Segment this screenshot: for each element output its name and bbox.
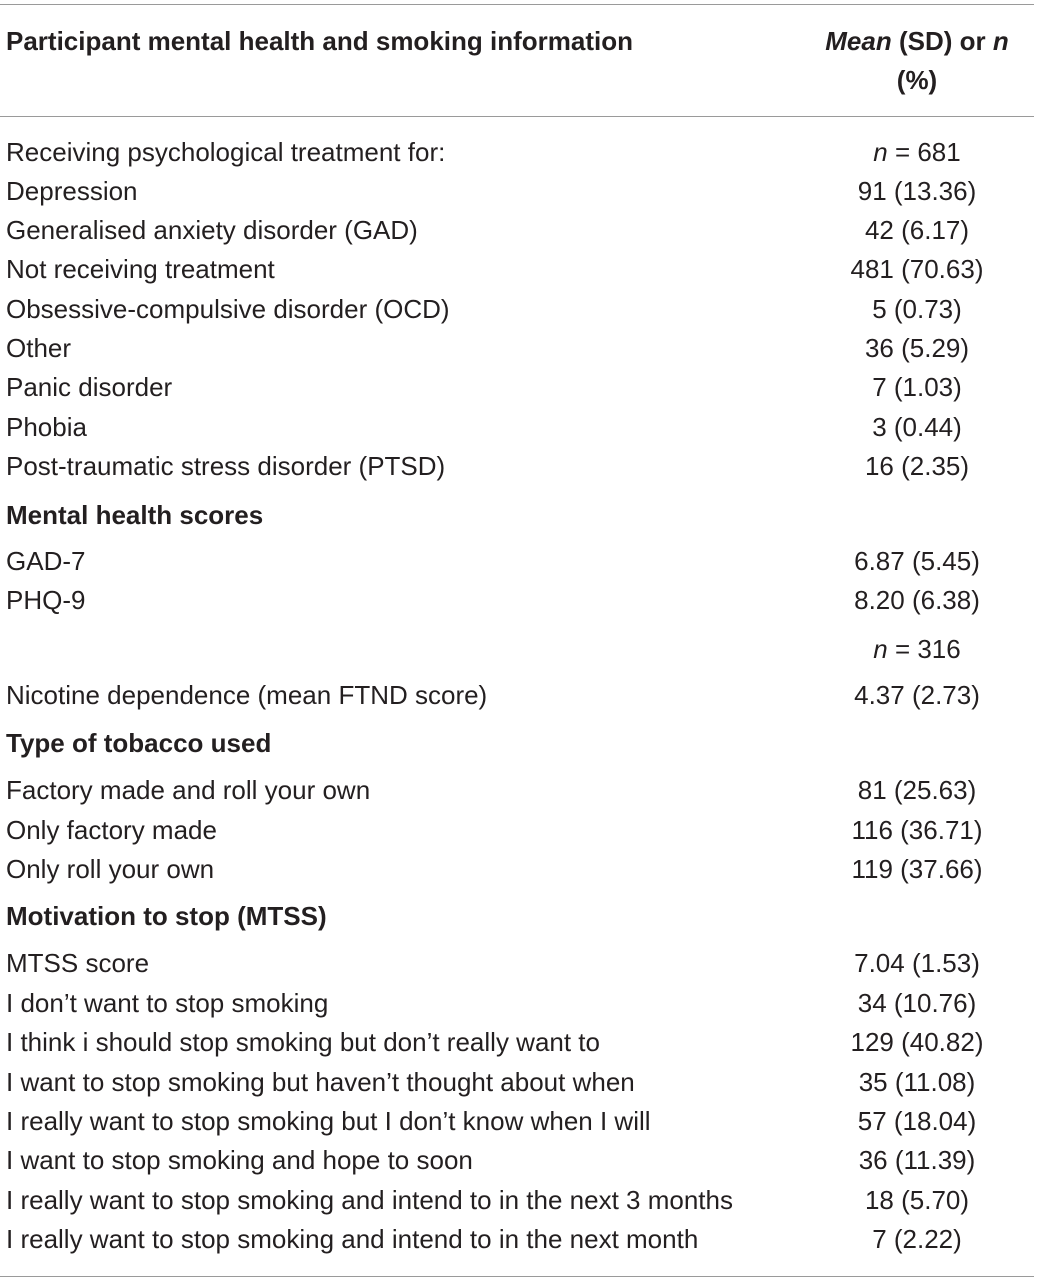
n-symbol: n — [873, 634, 888, 664]
top-rule — [0, 4, 1034, 5]
row-value: 81 (25.63) — [857, 775, 977, 805]
table-row — [0, 1023, 1034, 1062]
row-label: I really want to stop smoking but I don’t know when I will — [6, 1106, 651, 1136]
row-label: MTSS score — [6, 948, 150, 978]
table-row — [0, 1102, 1034, 1141]
row-label: I want to stop smoking and hope to soon — [6, 1145, 473, 1175]
row-value: 34 (10.76) — [857, 988, 977, 1018]
table-row — [0, 771, 1034, 810]
header-n: n — [992, 26, 1009, 56]
table-row — [0, 447, 1034, 486]
table-row — [0, 1220, 1034, 1259]
table-row — [0, 850, 1034, 889]
row-label: Only roll your own — [6, 854, 215, 884]
row-value: 5 (0.73) — [872, 294, 962, 324]
row-value: 18 (5.70) — [864, 1185, 970, 1215]
row-value: 8.20 (6.38) — [854, 585, 980, 615]
row-label: GAD-7 — [6, 546, 86, 576]
table-row — [0, 1063, 1034, 1102]
table-row — [0, 630, 1034, 669]
table-row — [0, 133, 1034, 172]
row-label: Factory made and roll your own — [6, 775, 371, 805]
table-row — [0, 581, 1034, 620]
row-label: Not receiving treatment — [6, 254, 275, 284]
table-row — [0, 211, 1034, 250]
row-value — [800, 630, 1034, 669]
header-rule — [0, 116, 1034, 117]
row-value: 36 (5.29) — [864, 333, 970, 363]
table-row — [0, 172, 1034, 211]
row-label: Generalised anxiety disorder (GAD) — [6, 215, 418, 245]
row-value: 91 (13.36) — [857, 176, 977, 206]
row-value: 116 (36.71) — [851, 815, 983, 845]
header-sd-or: (SD) or — [891, 26, 993, 56]
section-title: Mental health scores — [6, 500, 264, 530]
row-value: 57 (18.04) — [857, 1106, 977, 1136]
row-label: I don’t want to stop smoking — [6, 988, 329, 1018]
row-label: I think i should stop smoking but don’t really want to — [6, 1027, 600, 1057]
table-row — [0, 676, 1034, 715]
section-heading — [0, 897, 1034, 936]
row-value: 7 (2.22) — [872, 1224, 962, 1254]
section-title: Type of tobacco used — [6, 728, 272, 758]
table-row — [0, 811, 1034, 850]
row-label: Depression — [6, 176, 138, 206]
section-heading — [0, 724, 1034, 763]
table-row — [0, 1181, 1034, 1220]
row-label: I really want to stop smoking and intend to in the next month — [6, 1224, 699, 1254]
row-label: Obsessive-compulsive disorder (OCD) — [6, 294, 450, 324]
table-row — [0, 250, 1034, 289]
row-value — [800, 133, 1034, 172]
table-row — [0, 368, 1034, 407]
header-percent: (%) — [896, 65, 938, 95]
row-value: 16 (2.35) — [864, 451, 970, 481]
n-count: = 316 — [887, 634, 961, 664]
column-header-statistic — [800, 22, 1034, 100]
row-label: PHQ-9 — [6, 585, 86, 615]
n-count: = 681 — [887, 137, 961, 167]
row-value: 42 (6.17) — [864, 215, 970, 245]
row-value: 129 (40.82) — [850, 1027, 984, 1057]
row-value: 481 (70.63) — [850, 254, 984, 284]
section-heading — [0, 496, 1034, 535]
table-row — [0, 290, 1034, 329]
table-row — [0, 408, 1034, 447]
row-label: Phobia — [6, 412, 87, 442]
table-row — [0, 1141, 1034, 1180]
row-label: I really want to stop smoking and intend to in the next 3 months — [6, 1185, 733, 1215]
row-value: 119 (37.66) — [851, 854, 983, 884]
row-label: Receiving psychological treatment for: — [6, 137, 446, 167]
row-value: 6.87 (5.45) — [854, 546, 980, 576]
row-value: 7.04 (1.53) — [854, 948, 980, 978]
table-row — [0, 944, 1034, 983]
row-value: 7 (1.03) — [872, 372, 962, 402]
row-value: 3 (0.44) — [872, 412, 962, 442]
row-label: Post-traumatic stress disorder (PTSD) — [6, 451, 446, 481]
row-label: Only factory made — [6, 815, 217, 845]
row-value: 4.37 (2.73) — [854, 680, 980, 710]
row-label: Nicotine dependence (mean FTND score) — [6, 680, 488, 710]
table-row — [0, 329, 1034, 368]
row-label: Panic disorder — [6, 372, 173, 402]
column-header-variable: Participant mental health and smoking information — [6, 26, 633, 56]
row-label: Other — [6, 333, 72, 363]
row-label: I want to stop smoking but haven’t thought about when — [6, 1067, 635, 1097]
table-row — [0, 984, 1034, 1023]
table-row — [0, 542, 1034, 581]
n-symbol: n — [873, 137, 888, 167]
row-value: 35 (11.08) — [858, 1067, 976, 1097]
header-mean: Mean — [825, 26, 892, 56]
bottom-rule — [0, 1276, 1034, 1277]
section-title: Motivation to stop (MTSS) — [6, 901, 327, 931]
row-value: 36 (11.39) — [858, 1145, 976, 1175]
